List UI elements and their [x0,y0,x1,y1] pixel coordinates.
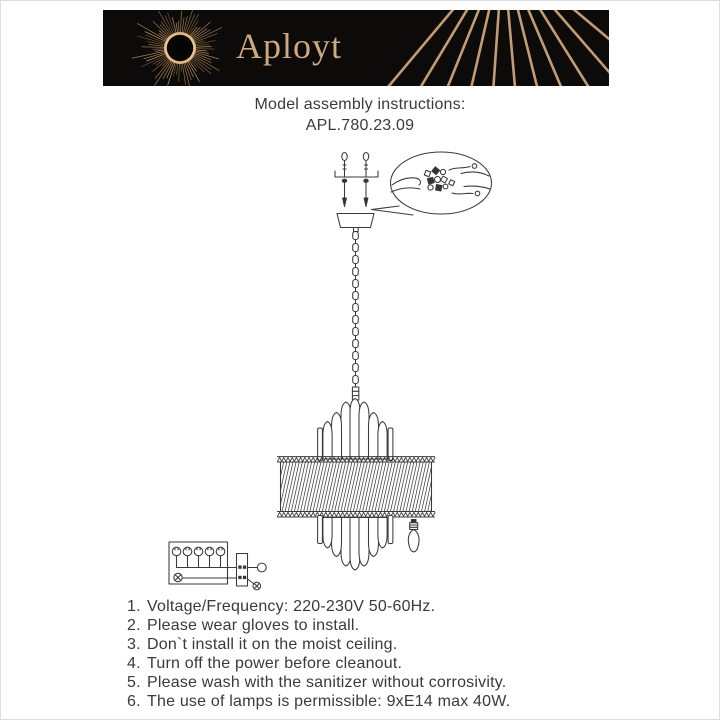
instruction-number: 1. [127,598,141,615]
instruction-number: 4. [127,654,141,672]
instruction-item [127,636,510,655]
instruction-item [127,693,510,712]
model-code: APL.780.23.09 [305,117,415,134]
page-title [0,94,720,136]
instruction-number: 3. [127,635,141,653]
starburst-logo-icon [132,10,222,86]
e14-bulb-icon [408,520,419,552]
instruction-number: 5. [127,673,141,691]
instruction-number: 6. [127,692,141,710]
instruction-item [127,617,510,636]
instruction-text: The use of lamps is permissible: 9xE14 max 40W. [147,692,511,710]
chain-connector [352,387,358,400]
mounting-bracket-icon [335,153,378,207]
assembly-illustration [80,140,640,600]
instruction-number: 2. [127,616,141,634]
wiring-diagram-icon [169,542,266,590]
instruction-text: Please wear gloves to install. [147,616,360,634]
brand-wordmark: Aployt [236,25,343,66]
instruction-text: Don`t install it on the moist ceiling. [147,635,398,653]
instruction-item [127,598,510,617]
instructions-list [127,598,510,711]
title-line1: Model assembly instructions: [254,96,466,113]
instruction-item [127,655,510,674]
banner-art [103,10,609,86]
instruction-text: Please wash with the sanitizer without corrosivity. [147,673,507,691]
brand-banner [103,10,609,86]
instruction-item [127,674,510,693]
chain-icon [353,232,359,388]
wire-connection-detail-icon [372,152,492,215]
instruction-text: Voltage/Frequency: 220-230V 50-60Hz. [147,598,436,615]
ceiling-canopy-icon [337,214,374,232]
instruction-text: Turn off the power before cleanout. [147,654,403,672]
